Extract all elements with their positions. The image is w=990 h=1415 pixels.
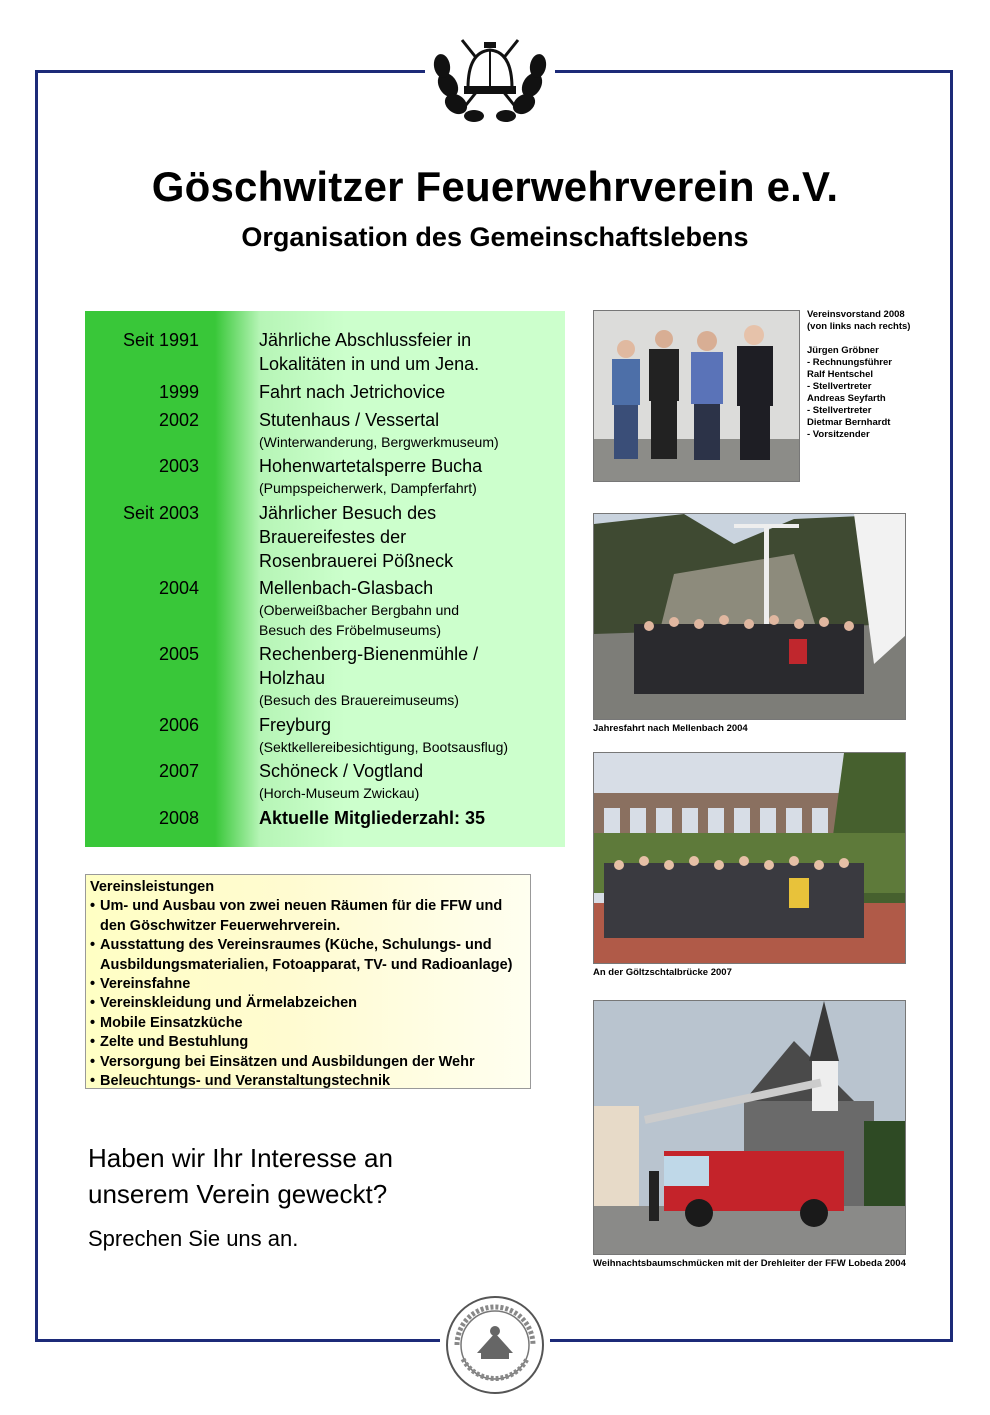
contact-invitation: Sprechen Sie uns an.: [88, 1226, 299, 1251]
page-subtitle: Organisation des Gemeinschaftslebens: [241, 222, 749, 252]
board-member-name: Jürgen Gröbner: [807, 345, 879, 356]
timeline-year: 1999: [158, 382, 199, 402]
timeline-text: Lokalitäten in und um Jena.: [259, 354, 480, 374]
timeline-text: Stutenhaus / Vessertal: [259, 410, 440, 430]
seal-stamp-icon: [443, 1293, 547, 1397]
association-seal: [440, 1290, 550, 1400]
timeline-year: Seit 1991: [122, 330, 199, 350]
timeline-year: 2007: [158, 761, 199, 781]
board-caption-note: (von links nach rechts): [807, 321, 911, 332]
board-photo: [593, 310, 800, 482]
timeline-text: Jährlicher Besuch des: [259, 503, 437, 523]
board-member-role: - Stellvertreter: [807, 381, 872, 392]
timeline-text: Holzhau: [259, 668, 326, 688]
timeline-text: Rechenberg-Bienenmühle /: [259, 644, 479, 664]
services-item: • Ausstattung des Vereinsraumes (Küche, Schulungs- und Ausbildungsmaterialien, Fotoapparat, TV- und Radioanlage): [90, 936, 526, 975]
board-member-role: - Vorsitzender: [807, 429, 870, 440]
board-caption-title: Vereinsvorstand 2008: [807, 309, 905, 320]
board-member-name: Andreas Seyfarth: [807, 393, 886, 404]
interest-question: [88, 1140, 508, 1212]
services-list: [90, 897, 526, 1091]
timeline-year: 2008: [158, 808, 199, 828]
timeline-year: 2006: [158, 715, 199, 735]
board-member-name: Dietmar Bernhardt: [807, 417, 891, 428]
services-item: • Vereinskleidung und Ärmelabzeichen: [90, 994, 526, 1013]
timeline-year: 2005: [158, 644, 199, 664]
goeltzsch-caption: An der Göltzschtalbrücke 2007: [593, 967, 732, 978]
board-member-role: - Stellvertreter: [807, 405, 872, 416]
services-box: [85, 874, 531, 1089]
goeltzsch-photo: [593, 752, 906, 964]
timeline-text: Mellenbach-Glasbach: [259, 578, 434, 598]
timeline-subtext: Besuch des Fröbelmuseums): [259, 622, 442, 638]
timeline-subtext: (Pumpspeicherwerk, Dampferfahrt): [259, 480, 477, 496]
interest-question-line: unserem Verein geweckt?: [88, 1179, 388, 1209]
member-count-text: Aktuelle Mitgliederzahl: 35: [259, 808, 486, 828]
timeline-year: Seit 2003: [122, 503, 199, 523]
services-heading: Vereinsleistungen: [90, 879, 215, 895]
timeline-subtext: (Oberweißbacher Bergbahn und: [259, 602, 460, 618]
timeline-year: 2003: [158, 456, 199, 476]
services-item: • Beleuchtungs- und Veranstaltungstechnik: [90, 1072, 526, 1091]
timeline-text: Rosenbrauerei Pößneck: [259, 551, 454, 571]
services-item: • Versorgung bei Einsätzen und Ausbildungen der Wehr: [90, 1053, 526, 1072]
timeline-text: Jährliche Abschlussfeier in: [259, 330, 472, 350]
timeline-subtext: (Besuch des Brauereimuseums): [259, 692, 459, 708]
ladder-truck-caption: Weihnachtsbaumschmücken mit der Drehleiter der FFW Lobeda 2004: [593, 1258, 906, 1269]
timeline-year: 2002: [158, 410, 199, 430]
services-item: • Zelte und Bestuhlung: [90, 1033, 526, 1052]
timeline-text: Hohenwartetalsperre Bucha: [259, 456, 483, 476]
page-title: Göschwitzer Feuerwehrverein e.V.: [151, 163, 839, 210]
timeline-subtext: (Sektkellereibesichtigung, Bootsausflug): [259, 739, 509, 755]
activity-timeline: [85, 311, 565, 847]
board-member-name: Ralf Hentschel: [807, 369, 873, 380]
ladder-truck-photo: [593, 1000, 906, 1255]
mellenbach-caption: Jahresfahrt nach Mellenbach 2004: [593, 723, 748, 734]
helmet-wreath-icon: [428, 30, 552, 126]
fire-brigade-emblem: [425, 28, 555, 128]
board-member-role: - Rechnungsführer: [807, 357, 892, 368]
timeline-text: Fahrt nach Jetrichovice: [259, 382, 446, 402]
services-item: • Vereinsfahne: [90, 975, 526, 994]
timeline-year: 2004: [158, 578, 199, 598]
timeline-text: Freyburg: [259, 715, 332, 735]
mellenbach-photo: [593, 513, 906, 720]
services-item: • Um- und Ausbau von zwei neuen Räumen für die FFW und den Göschwitzer Feuerwehrverein.: [90, 897, 526, 936]
timeline-subtext: (Winterwanderung, Bergwerkmuseum): [259, 434, 499, 450]
timeline-subtext: (Horch-Museum Zwickau): [259, 785, 420, 801]
board-caption: [807, 309, 927, 441]
timeline-text: Schöneck / Vogtland: [259, 761, 424, 781]
services-item: • Mobile Einsatzküche: [90, 1014, 526, 1033]
interest-question-line: Haben wir Ihr Interesse an: [88, 1143, 393, 1173]
timeline-text: Brauereifestes der: [259, 527, 407, 547]
